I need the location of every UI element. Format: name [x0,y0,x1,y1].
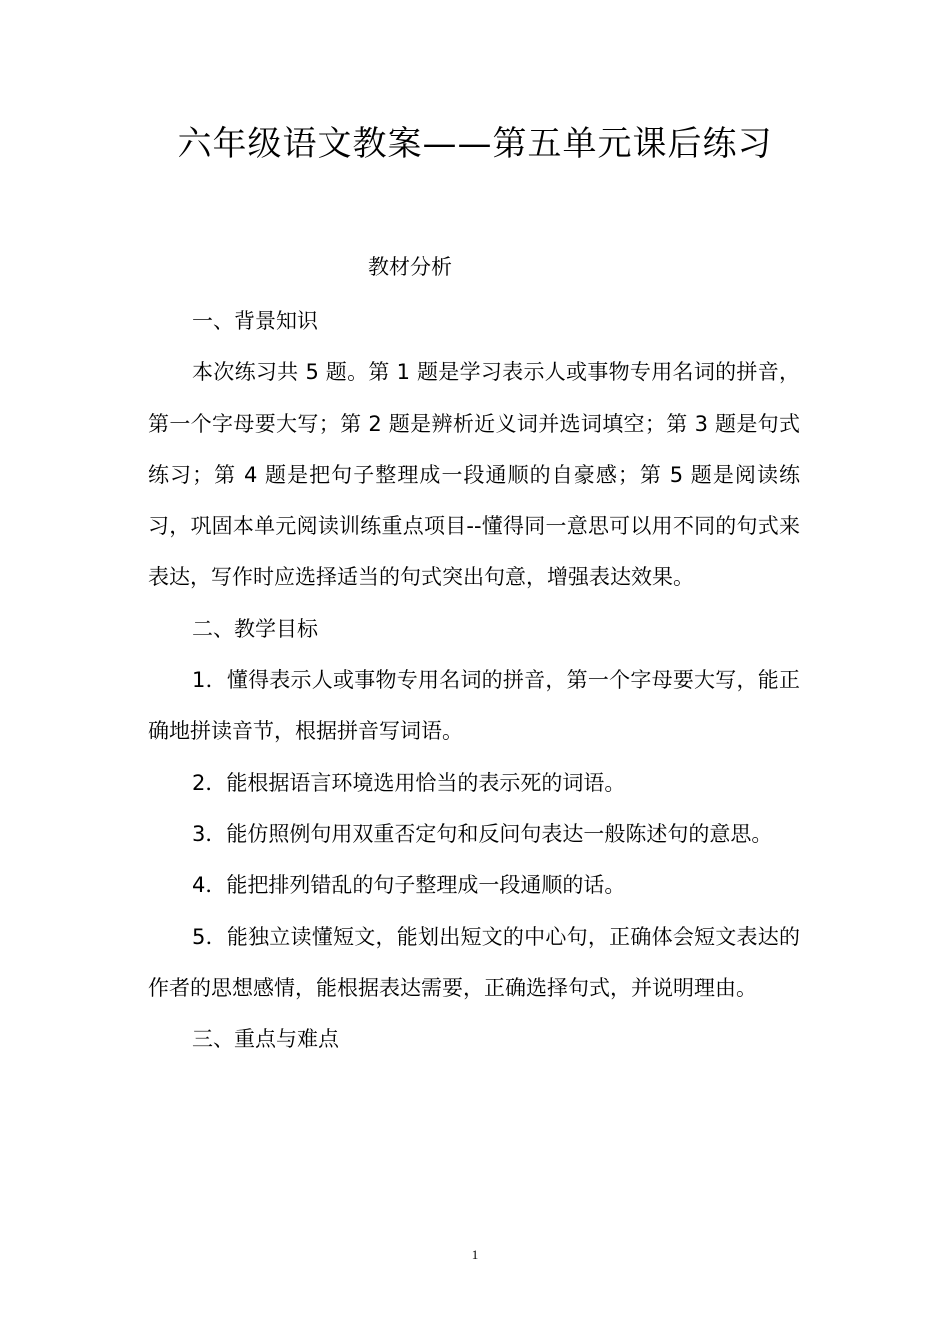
document-body [148,296,800,1065]
goal-item-4: 4．能把排列错乱的句子整理成一段通顺的话。 [192,873,626,898]
document-title: 六年级语文教案——第五单元课后练习 [177,124,773,164]
goal-item-5: 5．能独立读懂短文，能划出短文的中心句，正确体会短文表达的作者的思想感情，能根据表达需要，正确选择句式，并说明理由。 [148,924,800,1000]
heading-background: 一、背景知识 [192,309,318,333]
heading-key-points: 三、重点与难点 [192,1027,339,1052]
section-heading: 教材分析 [368,255,452,279]
goal-item-3: 3．能仿照例句用双重否定句和反问句表达一般陈述句的意思。 [192,821,773,846]
goal-item-2: 2．能根据语言环境选用恰当的表示死的词语。 [192,770,626,795]
paragraph-background: 本次练习共 5 题。第 1 题是学习表示人或事物专用名词的拼音，第一个字母要大写；第 2 题是辨析近义词并选词填空；第 3 题是句式练习；第 4 题是把句子整理成一段通顺的自豪感；第 5 题是阅读练习，巩固本单元阅读训练重点项目--懂得同一意思可以用不同的句式来表达，写作时应选择适当的句式突出句意，增强表达效果。 [148,360,800,590]
heading-goals: 二、教学目标 [192,616,318,641]
goal-item-1: 1．懂得表示人或事物专用名词的拼音，第一个字母要大写，能正确地拼读音节，根据拼音写词语。 [148,668,800,744]
page-number: 1 [471,1247,479,1262]
